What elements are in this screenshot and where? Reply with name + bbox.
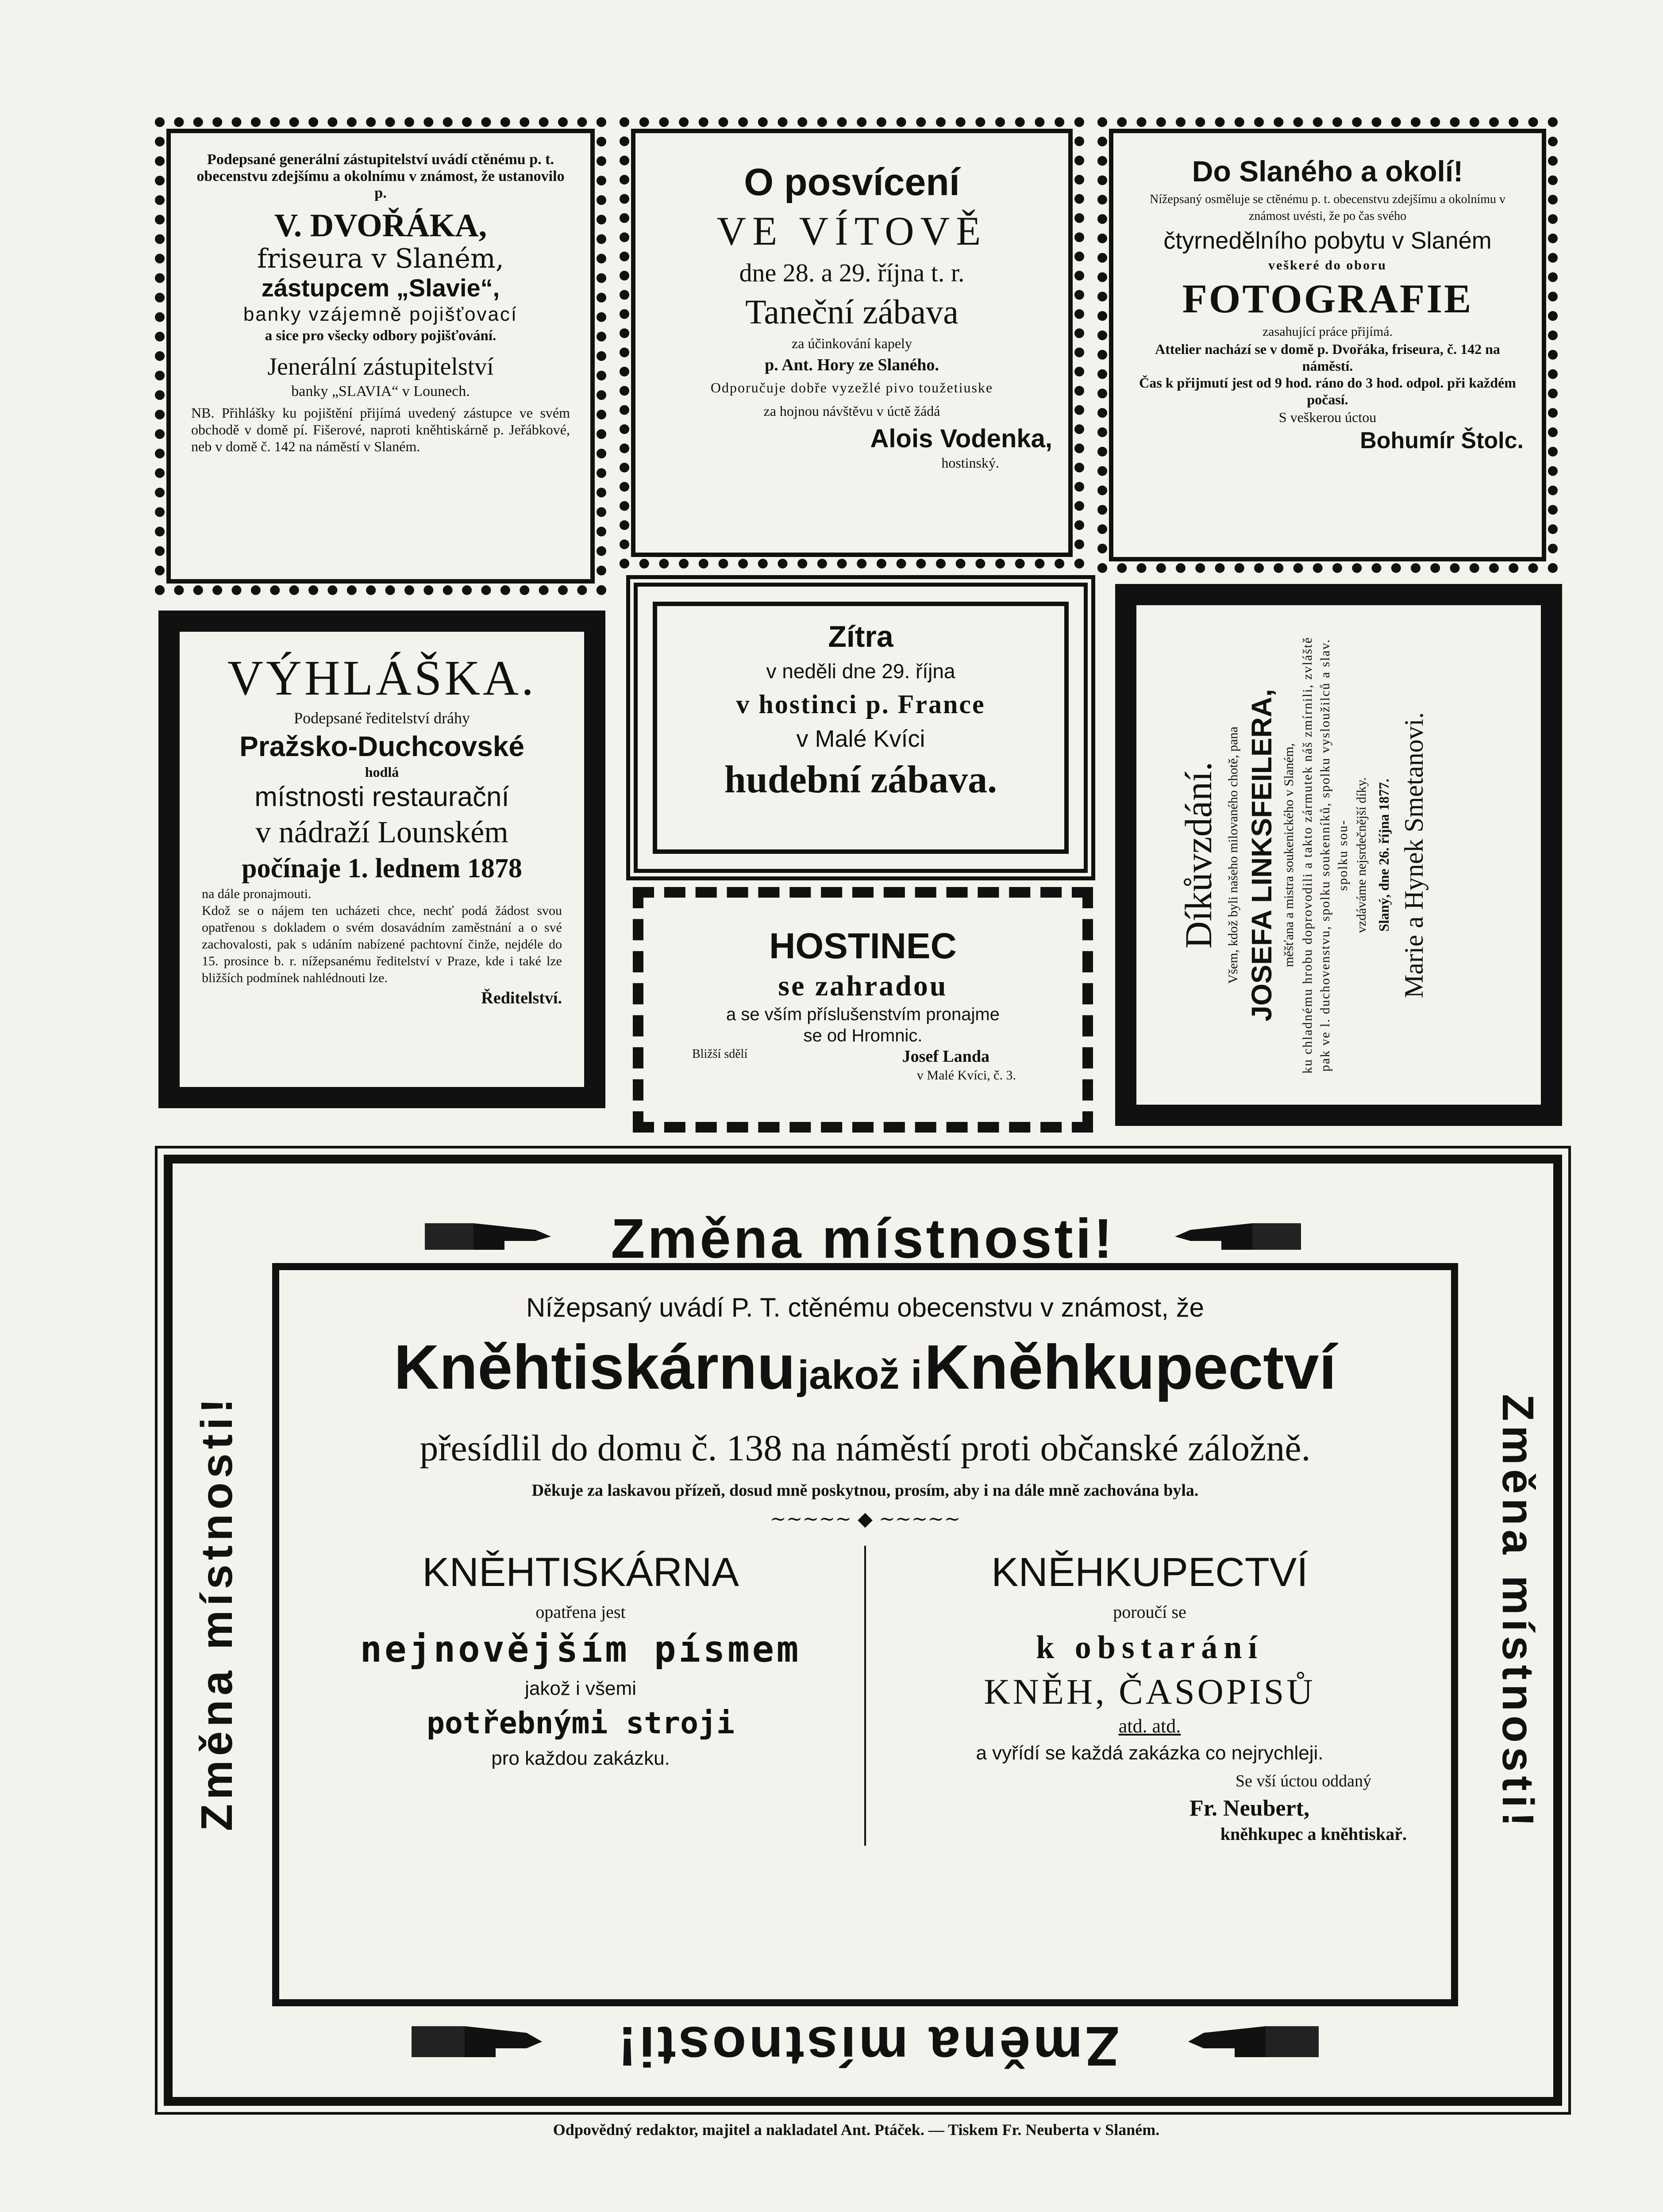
ad-hudebni-line2: v neděli dne 29. října — [766, 660, 955, 683]
ad-vyhlaska-line6: počínaje 1. lednem 1878 — [242, 853, 522, 883]
ad-posviceni-line3: Odporučuje dobře vyzežlé pivo toužetiuske — [710, 380, 993, 396]
left-l4: potřebnými stroji — [427, 1706, 735, 1741]
hand-pointer-bottom-left-icon — [412, 2017, 544, 2066]
main-and: jakož i — [797, 1352, 922, 1398]
role: kněhkupec a kněhtiskař. — [1220, 1824, 1407, 1844]
line3: Děkuje za laskavou přízeň, dosud mně poskytnou, prosím, aby i na dále mně zachována byla. — [531, 1481, 1199, 1500]
ad-zmena-mistnosti — [164, 1155, 1562, 2106]
main-a: Kněhtiskárnu — [394, 1332, 796, 1402]
ad-dikuvzdani-line1: Všem, kdož byli našeho milovaného chotě, pana — [1226, 726, 1240, 984]
ad-insurance-heading: Jenerální zástupitelství — [267, 353, 494, 380]
ad-photography — [1097, 117, 1558, 573]
ad-hostinec — [633, 887, 1093, 1133]
intro: Nížepsaný uvádí P. T. ctěnému obecenstvu v známost, že — [526, 1293, 1204, 1322]
ad-vyhlaska — [158, 611, 605, 1108]
ad-photography-line3: zasahující práce přijímá. — [1262, 324, 1393, 339]
ad-dikuvzdani-line3: ku chladnému hrobu doprovodili a takto zármutek náš zmírnili, zvláště pak ve l. duchovenstvu, spolku soukenníků, spolku vysloužilců a slav. spolku sou- — [1300, 637, 1350, 1074]
ad-hudebni-line5: hudební zábava. — [724, 758, 997, 801]
ad-posviceni-line4: za hojnou návštěvu v úctě žádá — [763, 403, 940, 419]
banner-top: Změna místnosti! — [611, 1207, 1115, 1270]
ad-posviceni-role: hostinský. — [941, 455, 999, 471]
ad-insurance-line3: zástupcem „Slavie“, — [261, 274, 500, 302]
right-l4: atd. atd. — [1118, 1715, 1181, 1737]
main-headline — [306, 1332, 1424, 1422]
column-left — [306, 1546, 866, 1846]
ad-hostinec-signature: Josef Landa — [902, 1047, 989, 1066]
side-banner-right: Změna místnosti! — [1493, 1394, 1543, 1831]
ad-dikuvzdani-name: JOSEFA LINKSFEILERA, — [1246, 689, 1278, 1022]
ad-photography-intro: Nížepsaný osměluje se ctěnému p. t. obecenstvu zdejšímu a okolnímu v známost uvésti, že po čas svého — [1149, 192, 1506, 223]
ad-posviceni-date: dne 28. a 29. října t. r. — [739, 258, 965, 287]
ad-hostinec-address: v Malé Kvíci, č. 3. — [916, 1068, 1016, 1083]
ad-vyhlaska-line7: na dále pronajmouti. — [202, 887, 312, 901]
main-b: Kněhkupectví — [924, 1332, 1336, 1402]
ad-photography-line2: veškeré do oboru — [1268, 258, 1387, 273]
ad-hostinec-title: HOSTINEC — [769, 926, 957, 966]
hand-pointer-left-icon — [1173, 1217, 1301, 1256]
right-l2: k obstarání — [1036, 1629, 1263, 1666]
right-title: KNĚHKUPECTVÍ — [991, 1550, 1308, 1595]
line2: přesídlil do domu č. 138 na náměstí proti občanské záložně. — [420, 1428, 1311, 1469]
ad-insurance-line2: friseura v Slaném, — [257, 243, 504, 274]
ad-dikuvzdani-rotated — [1170, 616, 1550, 1094]
ad-vyhlaska-line2: Pražsko-Duchcovské — [239, 730, 524, 762]
ad-insurance — [155, 117, 606, 595]
banner-bottom: Změna místnosti! — [615, 2015, 1120, 2078]
ad-hostinec-line1: se zahradou — [778, 970, 948, 1002]
left-l3: jakož i všemi — [525, 1678, 636, 1699]
ad-hostinec-line3: se od Hromnic. — [803, 1026, 923, 1045]
signature: Fr. Neubert, — [1189, 1796, 1309, 1821]
column-right — [866, 1546, 1424, 1846]
ad-insurance-line4: banky vzájemně pojišťovací — [243, 303, 518, 325]
side-banner-left: Změna místnosti! — [192, 1394, 242, 1831]
ad-posviceni-line1: za účinkování kapely — [792, 335, 912, 351]
ad-posviceni-place: VE VÍTOVĚ — [716, 208, 987, 253]
ad-hostinec-line2: a se vším příslušenstvím pronajme — [726, 1005, 1000, 1024]
ad-vyhlaska-body: Kdož se o nájem ten ucházeti chce, nechť podá žádost svou opatřenou s dokladem o svém dosavádním zaměstnání a o své zachovalosti, pak s udáním nabízené pachtovní činže, nejdéle do 15. prosince b. r. nížepsanému ředitelství v Praze, kde i také lze bližších podmínek nahlédnouti lze. — [202, 903, 562, 985]
ad-posviceni-signature: Alois Vodenka, — [870, 424, 1052, 453]
ad-insurance-intro: Podepsané generální zástupitelství uvádí ctěnému p. t. obecenstvu zdejšímu a okolnímu v známost, že ustanovilo p. — [196, 151, 565, 201]
right-l3: KNĚH, ČASOPISŮ — [984, 1671, 1316, 1712]
page-footer: Odpovědný redaktor, majitel a nakladatel Ant. Ptáček. — Tiskem Fr. Neuberta v Slaném. — [553, 2121, 1160, 2139]
ad-photography-title: Do Slaného a okolí! — [1192, 155, 1463, 188]
ad-photography-line5: Čas k přijmutí jest od 9 hod. ráno do 3 hod. odpol. při každém počasí. — [1139, 375, 1516, 407]
ad-dikuvzdani-line4: vzdáváme nejsrdečnější díky. — [1354, 777, 1369, 933]
ornament-divider: ~~~~~ ◆ ~~~~~ — [770, 1508, 961, 1530]
ad-insurance-line5: a sice pro všecky odbory pojišťování. — [265, 328, 497, 344]
ad-insurance-note: NB. Přihlášky ku pojištění přijímá uvedený zástupce ve svém obchodě v domě pí. Fišerové, naproti kněhtiskárně p. Jeřábkové, neb v domě č. 142 na náměstí v Slaném. — [191, 405, 570, 454]
ad-hudebni-line1: Zítra — [828, 620, 893, 653]
ad-insurance-name: V. DVOŘÁKA, — [274, 207, 487, 244]
columns — [306, 1546, 1424, 1846]
ad-posviceni-title: O posvícení — [744, 161, 960, 204]
ad-posviceni-event: Taneční zábava — [745, 292, 959, 331]
ad-insurance-line6: banky „SLAVIA“ v Lounech. — [291, 383, 470, 399]
ad-photography-line6: S veškerou úctou — [1278, 409, 1377, 425]
ad-hudebni-line4: v Malé Kvíci — [796, 726, 925, 752]
ad-hostinec-line4: Bližší sdělí — [692, 1047, 748, 1061]
ad-vyhlaska-line5: v nádraží Lounském — [255, 815, 508, 849]
ad-hudebni-zabava — [626, 575, 1095, 880]
ad-posviceni — [620, 117, 1084, 568]
right-l6: Se vší úctou oddaný — [1235, 1772, 1371, 1790]
ad-photography-main: FOTOGRAFIE — [1182, 276, 1473, 321]
ad-photography-signature: Bohumír Štolc. — [1360, 428, 1524, 453]
ad-posviceni-line2: p. Ant. Hory ze Slaného. — [765, 356, 939, 374]
left-title: KNĚHTISKÁRNA — [422, 1550, 739, 1595]
hand-pointer-bottom-right-icon — [1186, 2017, 1319, 2066]
right-l5: a vyřídí se každá zakázka co nejrychleji. — [976, 1742, 1324, 1764]
ad-dikuvzdani-signature: Marie a Hynek Smetanovi. — [1399, 712, 1428, 998]
ad-photography-line4: Attelier nachází se v domě p. Dvořáka, friseura, č. 142 na náměstí. — [1155, 341, 1500, 374]
ad-hudebni-line3: v hostinci p. France — [736, 690, 985, 719]
ad-vyhlaska-line1: Podepsané ředitelství dráhy — [294, 709, 470, 727]
ad-vyhlaska-line4: místnosti restaurační — [254, 782, 509, 812]
hand-pointer-right-icon — [425, 1217, 553, 1256]
left-l1: opatřena jest — [535, 1602, 626, 1622]
ad-dikuvzdani-title: Díkůvzdání. — [1177, 761, 1220, 949]
ad-dikuvzdani-line2: měšťana a mistra soukenického v Slaném, — [1282, 743, 1296, 968]
ad-vyhlaska-signature: Ředitelství. — [481, 989, 562, 1007]
ad-vyhlaska-line3: hodlá — [365, 764, 399, 780]
ad-photography-line1: čtyrnedělního pobytu v Slaném — [1163, 227, 1492, 254]
right-l1: poroučí se — [1113, 1602, 1186, 1622]
left-l5: pro každou zakázku. — [491, 1747, 670, 1769]
ad-dikuvzdani — [1115, 584, 1562, 1126]
ad-dikuvzdani-date: Slaný, dne 26. října 1877. — [1376, 779, 1392, 932]
inner-frame — [272, 1263, 1458, 2006]
left-l2: nejnovějším písmem — [360, 1628, 801, 1671]
ad-vyhlaska-title: VÝHLÁŠKA. — [227, 651, 536, 706]
